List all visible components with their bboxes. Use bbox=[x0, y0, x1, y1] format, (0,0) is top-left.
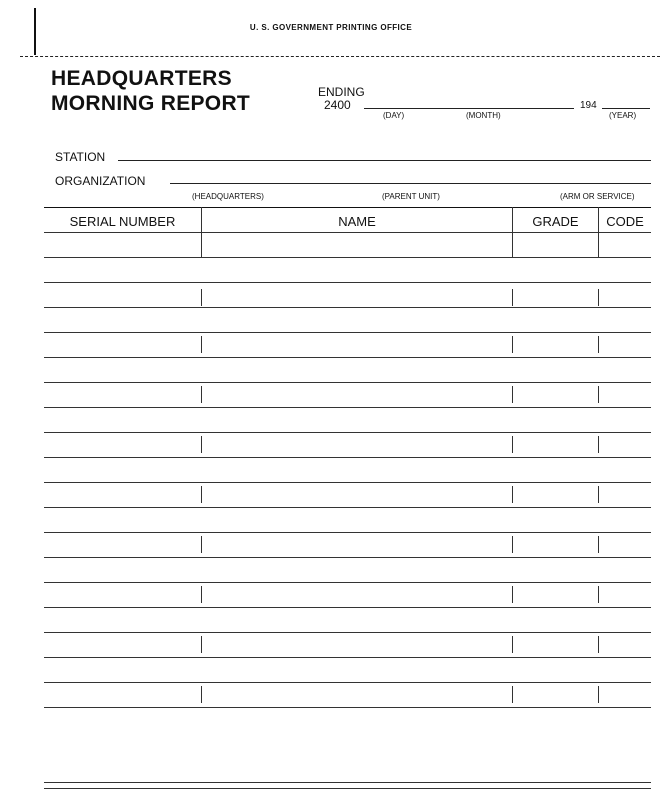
table-bottom-border bbox=[44, 782, 651, 783]
entry-row-line[interactable] bbox=[44, 257, 651, 258]
column-tick bbox=[512, 289, 513, 306]
month-label: (MONTH) bbox=[466, 111, 501, 120]
title-line-2: MORNING REPORT bbox=[51, 92, 251, 115]
entry-row-line[interactable] bbox=[44, 407, 651, 408]
column-tick bbox=[201, 686, 202, 703]
year-field[interactable] bbox=[602, 108, 650, 109]
column-tick bbox=[201, 486, 202, 503]
column-tick bbox=[598, 636, 599, 653]
entry-row-line[interactable] bbox=[44, 707, 651, 708]
column-tick bbox=[598, 289, 599, 306]
entry-row-line[interactable] bbox=[44, 582, 651, 583]
column-tick bbox=[598, 536, 599, 553]
column-tick bbox=[512, 486, 513, 503]
entry-row-line[interactable] bbox=[44, 457, 651, 458]
entry-row-line[interactable] bbox=[44, 532, 651, 533]
station-field[interactable] bbox=[118, 160, 651, 161]
table-top-border bbox=[44, 207, 651, 208]
column-tick bbox=[512, 336, 513, 353]
title-line-1: HEADQUARTERS bbox=[51, 67, 232, 90]
column-tick bbox=[201, 436, 202, 453]
station-label: STATION bbox=[55, 150, 106, 164]
column-tick bbox=[201, 336, 202, 353]
column-tick bbox=[512, 686, 513, 703]
column-tick bbox=[201, 586, 202, 603]
column-tick bbox=[598, 386, 599, 403]
column-tick bbox=[512, 536, 513, 553]
binding-margin-line bbox=[34, 8, 36, 55]
ending-time: 2400 bbox=[324, 98, 351, 112]
printer-imprint: U. S. GOVERNMENT PRINTING OFFICE bbox=[249, 23, 413, 32]
column-tick bbox=[512, 586, 513, 603]
organization-field[interactable] bbox=[170, 183, 651, 184]
entry-row-line[interactable] bbox=[44, 382, 651, 383]
year-label: (YEAR) bbox=[609, 111, 637, 120]
column-tick bbox=[512, 436, 513, 453]
column-tick bbox=[201, 289, 202, 306]
column-tick bbox=[598, 686, 599, 703]
arm-or-service-label: (ARM OR SERVICE) bbox=[560, 192, 635, 201]
column-tick bbox=[598, 586, 599, 603]
year-prefix: 194 bbox=[580, 100, 597, 111]
column-tick bbox=[201, 386, 202, 403]
entry-row-line[interactable] bbox=[44, 632, 651, 633]
day-label: (DAY) bbox=[383, 111, 405, 120]
headquarters-label: (HEADQUARTERS) bbox=[192, 192, 264, 201]
form-title bbox=[51, 66, 250, 116]
entry-row-line[interactable] bbox=[44, 607, 651, 608]
header-bottom-border bbox=[44, 232, 651, 233]
table-bottom-border bbox=[44, 788, 651, 789]
code-header: CODE bbox=[606, 214, 644, 229]
serial-number-header: SERIAL NUMBER bbox=[69, 214, 176, 229]
entry-row-line[interactable] bbox=[44, 357, 651, 358]
ending-label bbox=[318, 86, 365, 112]
entry-row-line[interactable] bbox=[44, 482, 651, 483]
ending-word: ENDING bbox=[318, 85, 365, 99]
column-tick bbox=[512, 636, 513, 653]
column-tick bbox=[598, 486, 599, 503]
grade-header: GRADE bbox=[532, 214, 579, 229]
entry-row-line[interactable] bbox=[44, 332, 651, 333]
column-tick bbox=[598, 436, 599, 453]
entry-row-line[interactable] bbox=[44, 282, 651, 283]
column-tick bbox=[201, 536, 202, 553]
ending-date-field[interactable] bbox=[364, 108, 574, 109]
column-tick bbox=[512, 386, 513, 403]
entry-row-line[interactable] bbox=[44, 307, 651, 308]
entry-row-line[interactable] bbox=[44, 557, 651, 558]
entry-row-line[interactable] bbox=[44, 432, 651, 433]
column-tick bbox=[598, 336, 599, 353]
name-header: NAME bbox=[338, 214, 376, 229]
entry-row-line[interactable] bbox=[44, 657, 651, 658]
organization-label: ORGANIZATION bbox=[55, 174, 146, 188]
parent-unit-label: (PARENT UNIT) bbox=[382, 192, 440, 201]
tear-line bbox=[20, 56, 660, 57]
entry-row-line[interactable] bbox=[44, 507, 651, 508]
column-tick bbox=[201, 636, 202, 653]
entry-row-line[interactable] bbox=[44, 682, 651, 683]
